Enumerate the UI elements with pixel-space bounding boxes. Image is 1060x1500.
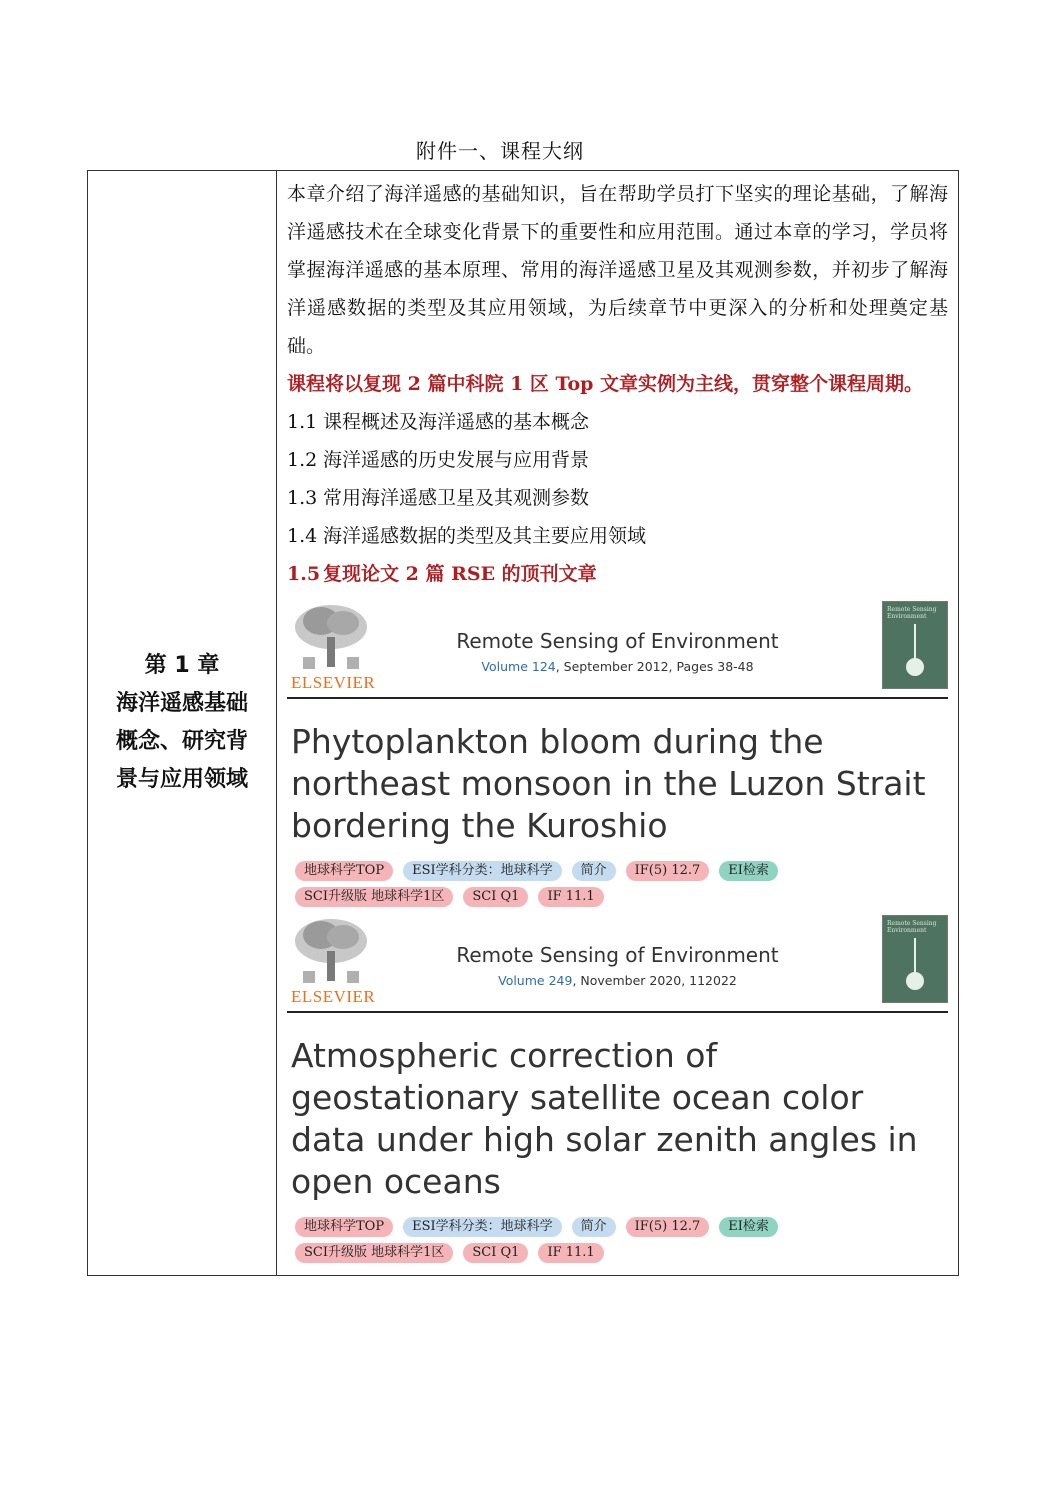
article-title[interactable]: Phytoplankton bloom during the northeast monsoon in the Luzon Strait bordering the Kuroshio xyxy=(291,722,926,845)
chapter-intro: 本章介绍了海洋遥感的基础知识，旨在帮助学员打下坚实的理论基础，了解海洋遥感技术在全球变化背景下的重要性和应用范围。通过本章的学习，学员将掌握海洋遥感的基本原理、常用的海洋遥感卫星及其观测参数，并初步了解海洋遥感数据的类型及其应用领域，为后续章节中更深入的分析和处理奠定基础。 xyxy=(287,183,948,357)
document-title: 附件一、课程大纲 xyxy=(416,139,584,163)
tag-badge[interactable]: 地球科学TOP xyxy=(295,861,393,881)
section-item-highlight: 1.5 复现论文 2 篇 RSE 的顶刊文章 xyxy=(287,563,597,585)
article-title[interactable]: Atmospheric correction of geostationary satellite ocean color data under high solar zenith angles in open oceans xyxy=(291,1036,918,1201)
journal-cover-thumbnail[interactable]: Remote Sensing Environment xyxy=(882,915,948,1003)
tag-badge[interactable]: EI检索 xyxy=(719,861,778,881)
tag-badge[interactable]: ESI学科分类：地球科学 xyxy=(403,1217,562,1237)
tag-badge[interactable]: ESI学科分类：地球科学 xyxy=(403,861,562,881)
course-highlight: 课程将以复现 2 篇中科院 1 区 Top 文章实例为主线，贯穿整个课程周期。 xyxy=(287,373,924,395)
journal-volume-info: Volume 124, September 2012, Pages 38-48 xyxy=(481,659,754,674)
chapter-content-cell xyxy=(277,171,959,1276)
chapter-title-line: 海洋遥感基础 xyxy=(115,691,248,716)
tag-badge[interactable]: SCI升级版 地球科学1区 xyxy=(295,1243,453,1263)
journal-name[interactable]: Remote Sensing of Environment xyxy=(456,629,779,653)
tag-badge[interactable]: SCI升级版 地球科学1区 xyxy=(295,887,453,907)
tag-badge[interactable]: 地球科学TOP xyxy=(295,1217,393,1237)
chapter-title-line: 景与应用领域 xyxy=(115,767,248,792)
journal-cover-thumbnail[interactable]: Remote Sensing Environment xyxy=(882,601,948,689)
tag-badge[interactable]: IF(5) 12.7 xyxy=(626,861,710,881)
journal-header xyxy=(287,915,948,1013)
publisher-name: ELSEVIER xyxy=(291,987,376,1006)
tag-badge[interactable]: IF 11.1 xyxy=(538,1243,603,1263)
section-item: 1.1 课程概述及海洋遥感的基本概念 xyxy=(287,411,590,433)
tag-badge[interactable]: SCI Q1 xyxy=(463,1243,528,1263)
journal-volume-info: Volume 249, November 2020, 112022 xyxy=(498,973,737,988)
tag-badge[interactable]: EI检索 xyxy=(719,1217,778,1237)
volume-link[interactable]: Volume 124 xyxy=(481,659,556,674)
tag-badge[interactable]: 简介 xyxy=(572,861,616,881)
section-item: 1.2 海洋遥感的历史发展与应用背景 xyxy=(287,449,590,471)
publisher-name: ELSEVIER xyxy=(291,673,376,692)
journal-name[interactable]: Remote Sensing of Environment xyxy=(456,943,779,967)
tag-badge[interactable]: IF(5) 12.7 xyxy=(626,1217,710,1237)
article-tags xyxy=(295,861,935,907)
chapter-number: 第 1 章 xyxy=(144,653,220,678)
section-item: 1.3 常用海洋遥感卫星及其观测参数 xyxy=(287,487,590,509)
tag-badge[interactable]: IF 11.1 xyxy=(538,887,603,907)
tag-badge[interactable]: SCI Q1 xyxy=(463,887,528,907)
article-tags xyxy=(295,1217,935,1263)
journal-header xyxy=(287,601,948,699)
tag-badge[interactable]: 简介 xyxy=(572,1217,616,1237)
section-item: 1.4 海洋遥感数据的类型及其主要应用领域 xyxy=(287,525,647,547)
chapter-title-line: 概念、研究背 xyxy=(115,729,248,754)
syllabus-table xyxy=(87,170,959,1276)
volume-link[interactable]: Volume 249 xyxy=(498,973,573,988)
chapter-cell xyxy=(88,171,277,1276)
